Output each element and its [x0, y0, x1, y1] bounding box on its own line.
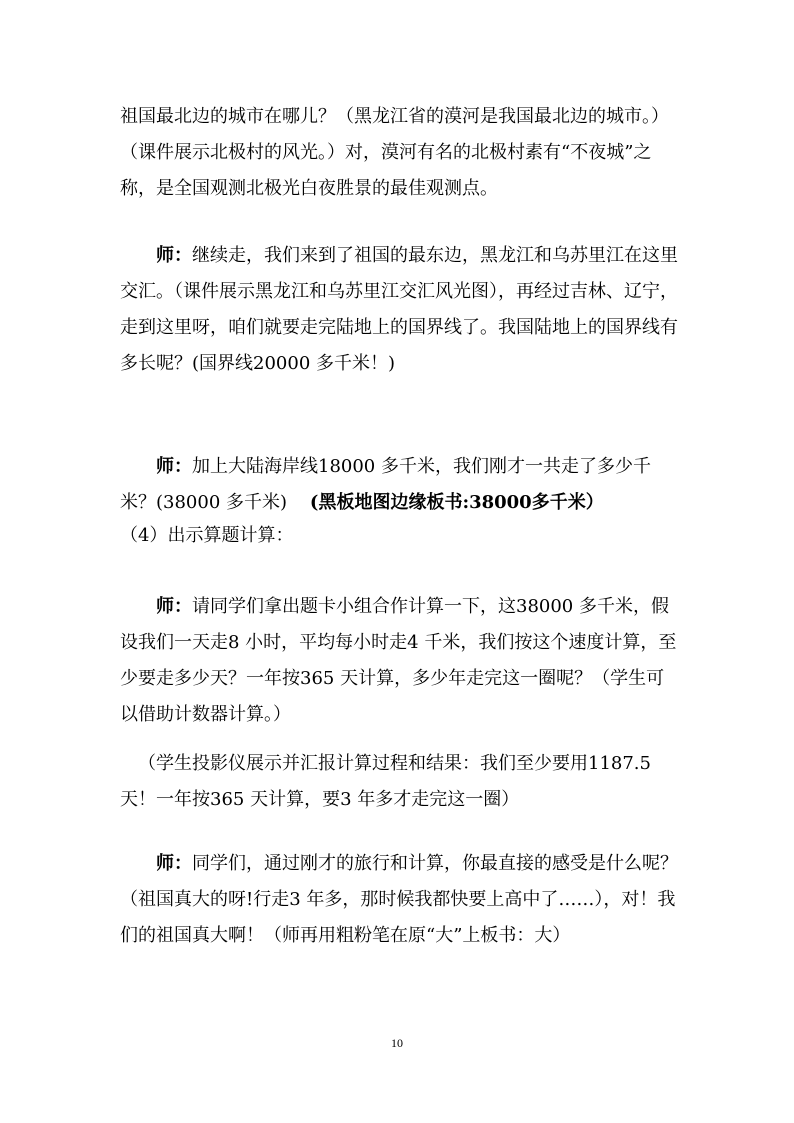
- paragraph-text: （4）出示算题计算：: [120, 525, 294, 546]
- paragraph-calculation-task: [120, 589, 680, 733]
- paragraph-northernmost-city: [120, 99, 680, 207]
- paragraph-conclusion: [120, 846, 680, 954]
- page-number: 10: [391, 1036, 403, 1050]
- paragraph-coastline: [120, 449, 680, 521]
- paragraph-text: 继续走，我们来到了祖国的最东边，黑龙江和乌苏里江在这里交汇。（课件展示黑龙江和乌苏里江交汇风光图），再经过吉林、辽宁，走到这里呀，咱们就要走完陆地上的国界线了。我国陆地上的国界线有多长呢？(国界线20000 多千米！): [120, 245, 678, 374]
- paragraph-text: 请同学们拿出题卡小组合作计算一下，这38000 多千米，假设我们一天走8 小时，平均每小时走4 千米，我们按这个速度计算，至少要走多少天？一年按365 天计算，多少年走完这一圈呢？（学生可以借助计数器计算。）: [120, 596, 677, 725]
- teacher-label: 师：: [156, 456, 192, 477]
- teacher-label: 师：: [156, 596, 192, 617]
- paragraph-text: （学生投影仪展示并汇报计算过程和结果：我们至少要用1187.5 天！一年按365 天计算，要3 年多才走完这一圈）: [120, 753, 651, 810]
- teacher-label: 师：: [156, 853, 192, 874]
- paragraph-student-report: [120, 746, 680, 818]
- paragraph-easternmost: [120, 238, 680, 382]
- paragraph-text: 同学们，通过刚才的旅行和计算，你最直接的感受是什么呢？（祖国真大的呀!行走3 年多，那时候我都快要上高中了……），对！我们的祖国真大啊！（师再用粗粉笔在原“大”上板书：大）: [120, 853, 678, 946]
- teacher-label: 师：: [156, 245, 192, 266]
- paragraph-calculation-heading: [120, 518, 680, 554]
- paragraph-text: 加上大陆海岸线18000 多千米，我们刚才一共走了多少千米？(38000 多千米): [120, 456, 651, 513]
- paragraph-text: 祖国最北边的城市在哪儿？（黑龙江省的漠河是我国最北边的城市。）（课件展示北极村的风光。）对，漠河有名的北极村素有“不夜城”之称，是全国观测北极光白夜胜景的最佳观测点。: [120, 106, 669, 199]
- blackboard-note: (黑板地图边缘板书:38000多千米）: [309, 492, 604, 513]
